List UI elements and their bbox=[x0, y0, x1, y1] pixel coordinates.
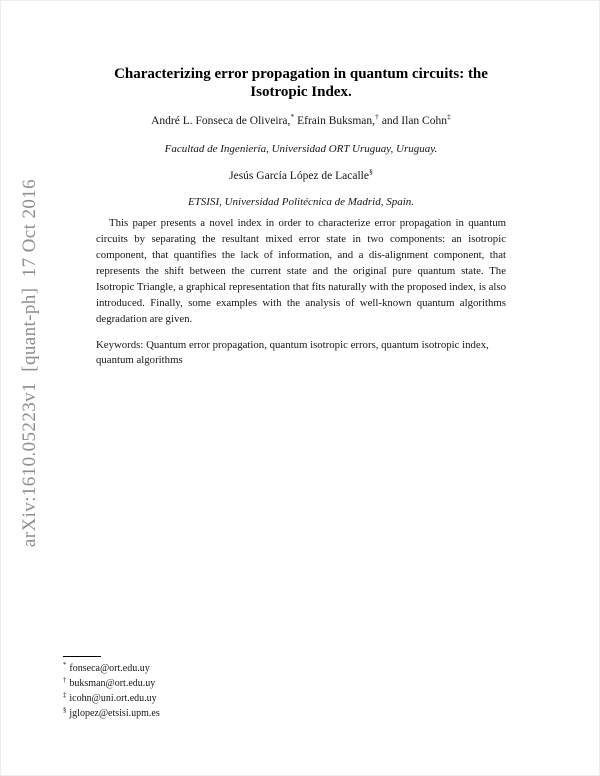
arxiv-watermark: arXiv:1610.05223v1 [quant-ph] 17 Oct 2016 bbox=[19, 178, 40, 548]
footnote-rule bbox=[63, 656, 101, 657]
author-footnote-mark-1: * bbox=[290, 112, 295, 122]
footnote-item bbox=[63, 691, 160, 706]
footnote-mark-4: § bbox=[63, 706, 67, 714]
affiliation-ort-uruguay: Facultad de Ingeniería, Universidad ORT Uruguay, Uruguay. bbox=[164, 143, 438, 155]
keywords-text: Keywords: Quantum error propagation, quantum isotropic errors, quantum isotropic index, quantum algorithms bbox=[96, 338, 489, 367]
author-name-4: Jesús García López de Lacalle bbox=[229, 170, 369, 182]
author-name-2: Efrain Buksman, bbox=[297, 115, 376, 127]
affiliation-upm-madrid: ETSISI, Universidad Politécnica de Madrid, Spain. bbox=[187, 196, 415, 208]
author-name-3: and Ilan Cohn bbox=[381, 115, 447, 127]
footnote-mark-1: * bbox=[63, 661, 67, 669]
author-name-1: André L. Fonseca de Oliveira, bbox=[151, 115, 291, 127]
author-line bbox=[96, 114, 506, 128]
footnote-mark-2: † bbox=[63, 676, 67, 684]
footnotes bbox=[63, 656, 160, 721]
footnote-item bbox=[63, 706, 160, 721]
footnote-item bbox=[63, 661, 160, 676]
footnote-email-2: buksman@ort.edu.uy bbox=[69, 678, 156, 689]
author-footnote-mark-4: § bbox=[368, 167, 373, 177]
author-line-2 bbox=[96, 169, 506, 183]
footnote-item bbox=[63, 676, 160, 691]
footnote-mark-3: ‡ bbox=[63, 691, 67, 699]
footnote-email-1: fonseca@ort.edu.uy bbox=[69, 663, 150, 674]
abstract-text: This paper presents a novel index in order to characterize error propagation in quantum circuits by separating the resultant mixed error state in two components: an isotropic component, that quantifies the lack of information, and a dis-alignment component, that represents the shift between the current state and the original pure quantum state. The Isotropic Triangle, a graphical representation that fits naturally with the proposed index, is also introduced. Finally, some examples with the analysis of well-known quantum algorithms degradation are given. bbox=[96, 217, 506, 325]
footnote-email-3: icohn@uni.ort.edu.uy bbox=[69, 693, 157, 704]
author-footnote-mark-2: † bbox=[375, 112, 379, 122]
footnote-email-4: jglopez@etsisi.upm.es bbox=[69, 708, 160, 719]
paper-content bbox=[96, 1, 506, 380]
author-footnote-mark-3: ‡ bbox=[446, 112, 451, 122]
paper-title: Characterizing error propagation in quantum circuits: the Isotropic Index. bbox=[114, 66, 488, 100]
